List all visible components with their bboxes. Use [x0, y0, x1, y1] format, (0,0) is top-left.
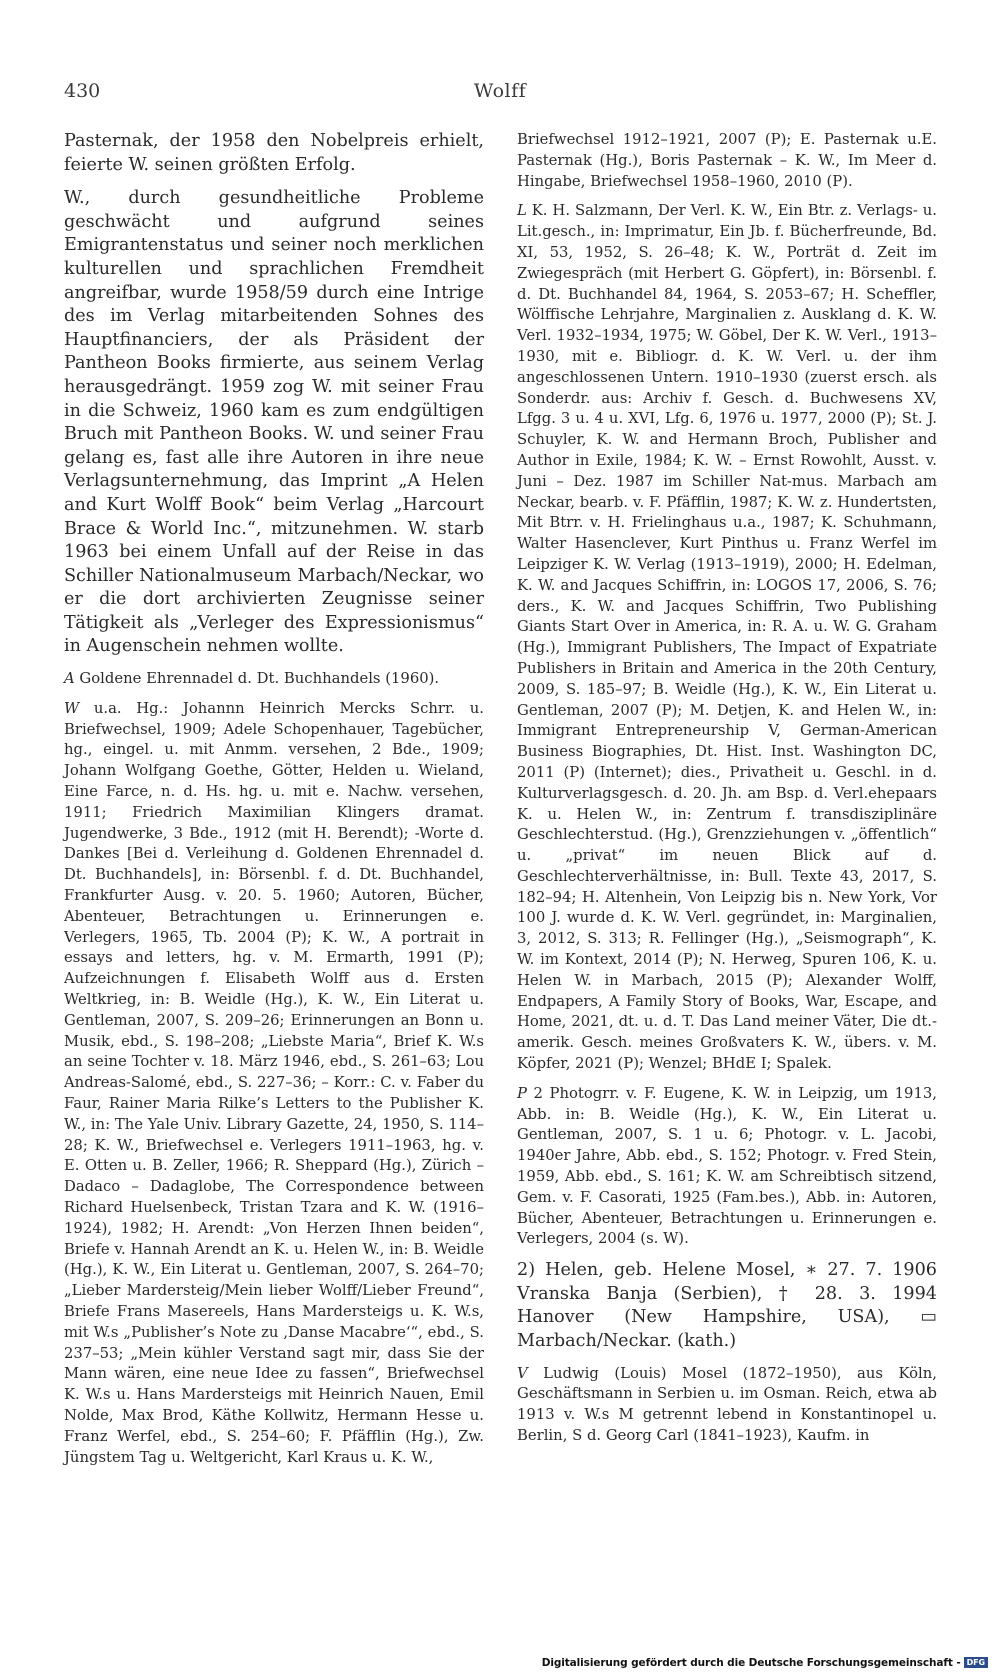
literature-label: L — [517, 202, 527, 220]
awards-text: Goldene Ehrennadel d. Dt. Buchhandels (1960). — [74, 670, 440, 688]
literature-text: K. H. Salzmann, Der Verl. K. W., Ein Btr. z. Verlags- u. Lit.gesch., in: Imprimatur, Ein Jb. f. Bücherfreunde, Bd. XI, 53, 1952, S. 26–48; K. W., Porträt d. Zeit im Zwiegespräch (mit Herbert G. Göpfert), in: Börsenbl. f. d. Dt. Buchhandel 84, 1964, S. 2053–67; H. Scheffler, Wölffische Lehrjahre, Marginalien z. Ausklang d. K. W. Verl. 1932–1934, 1975; W. Göbel, Der K. W. Verl., 1913–1930, mit e. Bibliogr. d. K. W. Verl. u. der ihm angeschlossenen Untern. 1910–1930 (zuerst ersch. als Sonderdr. aus: Archiv f. Gesch. d. Buchwesens XV, Lfgg. 3 u. 4 u. XVI, Lfg. 6, 1976 u. 1977, 2000 (P); St. J. Schuyler, K. W. and Hermann Broch, Publisher and Author in Exile, 1984; K. W. – Ernst Rowohlt, Ausst. v. Juni – Dez. 1987 im Schiller Nat-mus. Marbach am Neckar, bearb. v. F. Pfäfflin, 1987; K. W. z. Hundertsten, Mit Btrr. v. H. Frielinghaus u.a., 1987; K. Schuhmann, Walter Hasenclever, Kurt Pinthus u. Franz Werfel im Leipziger K. W. Verlag (1913–1919), 2000; H. Edelman, K. W. and Jacques Schiffrin, in: LOGOS 17, 2006, S. 76; ders., K. W. and Jacques Schiffrin, Two Publishing Giants Start Over in America, in: R. A. u. W. G. Graham (Hg.), Immigrant Publishers, The Impact of Expatriate Publishers in Britain and America in the 20th Century, 2009, S. 185–97; B. Weidle (Hg.), K. W., Ein Literat u. Gentleman, 2007 (P); M. Detjen, K. and Helen W., in: Immigrant Entrepreneurship V, German-American Business Biographies, Dt. Hist. Inst. Washington DC, 2011 (P) (Internet); dies., Privatheit u. Geschl. in d. Kulturverlagsgesch. d. 20. Jh. am Bsp. d. Verl.ehepaars K. u. Helen W., in: Zentrum f. transdisziplinäre Geschlechterstud. (Hg.), Grenzziehungen v. „öffentlich“ u. „privat“ im neuen Blick auf d. Geschlechterverhältnisse, in: Bull. Texte 43, 2017, S. 182–94; H. Altenhein, Von Leipzig bis n. New York, Vor 100 J. wurde d. K. W. Verl. gegründet, in: Marginalien, 3, 2012, S. 313; R. Fellinger (Hg.), „Seismograph“, K. W. im Kontext, 2014 (P); N. Herweg, Spuren 106, K. u. Helen W. in Marbach, 2015 (P); Alexander Wolff, Endpapers, A Family Story of Books, War, Escape, and Home, 2021, dt. u. d. T. Das Land meiner Väter, Die dt.-amerik. Gesch. meines Großvaters K. W., übers. v. M. Köpfer, 2021 (P); Wenzel; BHdE I; Spalek. — [517, 202, 937, 1073]
works-continuation: Briefwechsel 1912–1921, 2007 (P); E. Pasternak u.E. Pasternak (Hg.), Boris Pasternak – K. W., Im Meer d. Hingabe, Briefwechsel 1958–1960, 2010 (P). — [517, 131, 937, 190]
portraits-section — [517, 1084, 937, 1250]
works-label: W — [64, 699, 80, 717]
literature-section — [517, 201, 937, 1074]
digitization-footer — [542, 1657, 988, 1669]
page-number: 430 — [64, 80, 101, 102]
page-header — [64, 80, 936, 110]
right-column — [517, 130, 937, 1456]
works-section — [64, 699, 484, 1468]
family-section — [517, 1364, 937, 1447]
works-text: u.a. Hg.: Johannn Heinrich Mercks Schrr. u. Briefwechsel, 1909; Adele Schopenhauer, Tagebücher, hg., eingel. u. mit Anmm. versehen, 2 Bde., 1909; Johann Wolfgang Goethe, Götter, Helden u. Wieland, Eine Farce, n. d. Hs. hg. u. mit e. Nachw. versehen, 1911; Friedrich Maximilian Klingers dramat. Jugendwerke, 3 Bde., 1912 (mit H. Berendt); -Worte d. Dankes [Bei d. Verleihung d. Goldenen Ehrennadel d. Dt. Buchhandels], in: Börsenbl. f. d. Dt. Buchhandel, Frankfurter Ausg. v. 20. 5. 1960; Autoren, Bücher, Abenteuer, Betrachtungen u. Erinnerungen e. Verlegers, 1965, Tb. 2004 (P); K. W., A portrait in essays and letters, hg. v. M. Ermarth, 1991 (P); Aufzeichnungen f. Elisabeth Wolff aus d. Ersten Weltkrieg, in: B. Weidle (Hg.), K. W., Ein Literat u. Gentleman, 2007, S. 209–26; Erinnerungen an Bonn u. Musik, ebd., S. 198–208; „Liebste Maria“, Brief K. W.s an seine Tochter v. 18. März 1946, ebd., S. 261–63; Lou Andreas-Salomé, ebd., S. 227–36; – Korr.: C. v. Faber du Faur, Rainer Maria Rilke’s Letters to the Publisher K. W., in: The Yale Univ. Library Gazette, 24, 1950, S. 114–28; K. W., Briefwechsel e. Verlegers 1911–1963, hg. v. E. Otten u. B. Zeller, 1966; R. Sheppard (Hg.), Zürich – Dadaco – Dadaglobe, The Correspondence between Richard Huelsenbeck, Tristan Tzara and K. W. (1916–1924), 1982; H. Arendt: „Von Herzen Ihnen beiden“, Briefe v. Hannah Arendt an K. u. Helen W., in: B. Weidle (Hg.), K. W., Ein Literat u. Gentleman, 2007, S. 264–70; „Lieber Mardersteig/Mein lieber Wolff/Lieber Freund“, Briefe Frans Masereels, Hans Mardersteigs u. K. W.s, mit W.s „Publisher’s Note zu ‚Danse Macabre‘“, ebd., S. 237–53; „Mein kühler Verstand sagt mir, dass Sie der Mann wären, eine neue Idee zu fassen“, Briefwechsel K. W.s u. Hans Mardersteigs mit Heinrich Nauen, Emil Nolde, Max Brod, Käthe Kollwitz, Hermann Hesse u. Franz Werfel, ebd., S. 254–60; F. Pfäfflin (Hg.), Zw. Jüngstem Tag u. Weltgericht, Karl Kraus u. K. W., — [64, 699, 484, 1466]
dfg-logo: DFG — [964, 1657, 988, 1668]
paragraph-biography: W., durch gesundheitliche Probleme geschwächt und aufgrund seines Emigrantenstatus und seiner noch merklichen kulturellen und sprachlichen Fremdheit angreifbar, wurde 1958/59 durch eine Intrige des im Verlag mitarbeitenden Sohnes des Hauptfinanciers, der als Präsident der Pantheon Books firmierte, aus seinem Verlag herausgedrängt. 1959 zog W. mit seiner Frau in die Schweiz, 1960 kam es zum endgültigen Bruch mit Pantheon Books. W. und seiner Frau gelang es, fast alle ihre Autoren in ihre neue Verlagsunternehmung, das Imprint „A Helen and Kurt Wolff Book“ beim Verlag „Harcourt Brace & World Inc.“, mitzunehmen. W. starb 1963 bei einem Unfall auf der Reise in das Schiller Nationalmuseum Marbach/Neckar, wo er die dort archivierten Zeugnisse seiner Tätigkeit als „Verleger des Expressionismus“ in Augenschein nehmen wollte. — [64, 188, 484, 657]
awards-label: A — [64, 670, 75, 688]
paragraph-nobel: Pasternak, der 1958 den Nobelpreis erhielt, feierte W. seinen größten Erfolg. — [64, 131, 484, 175]
family-text: Ludwig (Louis) Mosel (1872–1950), aus Köln, Geschäftsmann in Serbien u. im Osman. Reich, etwa ab 1913 v. W.s M getrennt lebend in Konstantinopel u. Berlin, S d. Georg Carl (1841–1923), Kaufm. in — [517, 1364, 937, 1444]
entry-helen-heading: 2) Helen, geb. Helene Mosel, ∗ 27. 7. 1906 Vranska Banja (Serbien), † 28. 3. 1994 Hanover (New Hampshire, USA), ▭ Marbach/Neckar. (kath.) — [517, 1260, 937, 1352]
awards-section — [64, 669, 484, 690]
portraits-text: 2 Photogrr. v. F. Eugene, K. W. in Leipzig, um 1913, Abb. in: B. Weidle (Hg.), K. W., Ein Literat u. Gentleman, 2007, S. 1 u. 6; Photogr. v. L. Jacobi, 1940er Jahre, Abb. ebd., S. 152; Photogr. v. Fred Stein, 1959, Abb. ebd., S. 161; K. W. am Schreibtisch sitzend, Gem. v. F. Casorati, 1925 (Fam.bes.), Abb. in: Autoren, Bücher, Abenteuer, Betrachtungen u. Erinnerungen e. Verlegers, 2004 (s. W). — [517, 1084, 937, 1248]
portraits-label: P — [517, 1084, 527, 1102]
running-head: Wolff — [473, 80, 527, 102]
footer-text: Digitalisierung gefördert durch die Deutsche Forschungsgemeinschaft - — [541, 1657, 961, 1669]
family-label: V — [517, 1364, 528, 1382]
left-column — [64, 130, 484, 1477]
